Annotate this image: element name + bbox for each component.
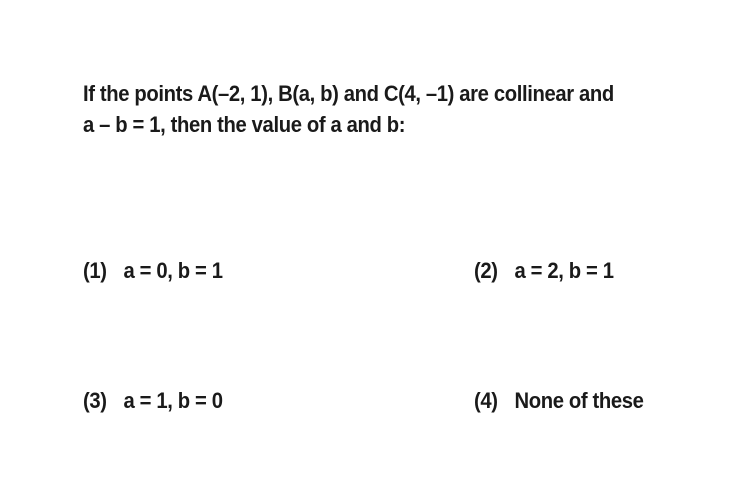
option-2[interactable] (474, 258, 614, 284)
option-3[interactable] (83, 388, 223, 414)
question-line-1: If the points A(–2, 1), B(a, b) and C(4, –1) are collinear and (83, 81, 614, 106)
option-2-number: (2) (474, 258, 498, 283)
option-4-text: None of these (514, 388, 644, 413)
option-3-text: a = 1, b = 0 (123, 388, 223, 413)
question-text (83, 78, 672, 140)
option-1-number: (1) (83, 258, 107, 283)
question-line-2: a – b = 1, then the value of a and b: (83, 112, 406, 137)
option-3-number: (3) (83, 388, 107, 413)
option-2-text: a = 2, b = 1 (514, 258, 614, 283)
option-4-number: (4) (474, 388, 498, 413)
option-4[interactable] (474, 388, 644, 414)
option-1-text: a = 0, b = 1 (123, 258, 223, 283)
option-1[interactable] (83, 258, 223, 284)
